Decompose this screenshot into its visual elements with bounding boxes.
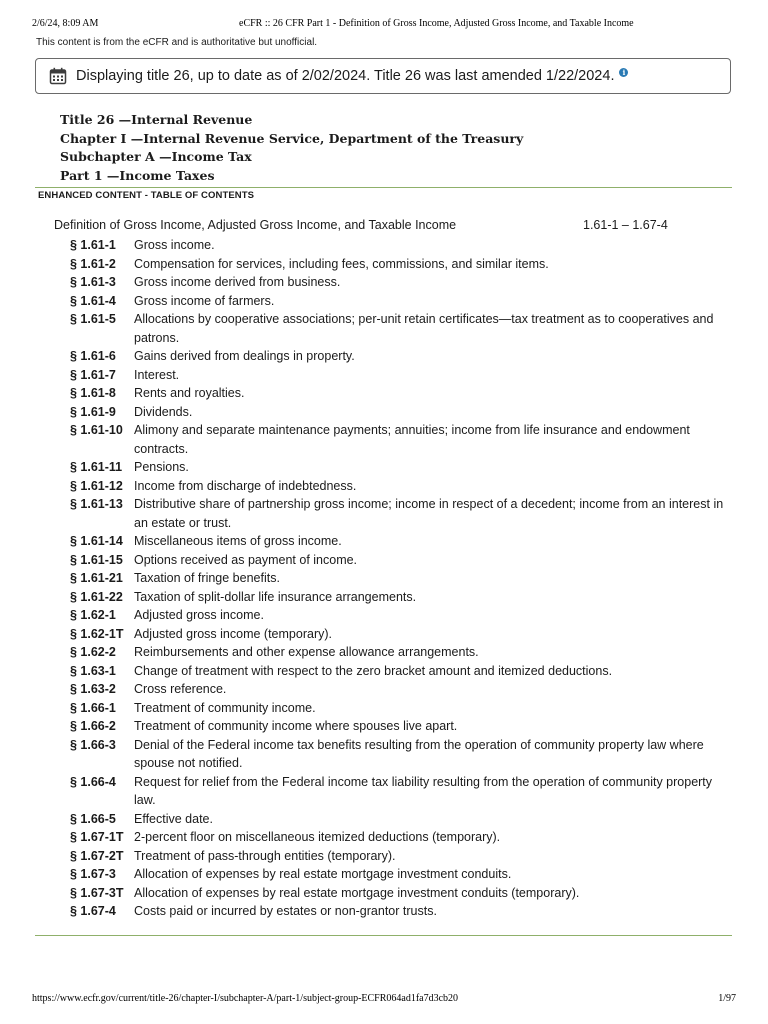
toc-item[interactable] — [70, 588, 730, 607]
toc-section-number[interactable]: § 1.66-2 — [70, 719, 116, 733]
toc-item[interactable] — [70, 828, 730, 847]
toc-item[interactable] — [70, 403, 730, 422]
toc-section-subject[interactable]: Request for relief from the Federal income tax liability resulting from the operation of community property law. — [134, 774, 713, 807]
toc-item[interactable] — [70, 273, 730, 292]
toc-section-number[interactable]: § 1.61-8 — [70, 386, 116, 400]
toc-section-subject[interactable]: Taxation of split-dollar life insurance arrangements. — [134, 589, 417, 604]
toc-item[interactable] — [70, 736, 730, 773]
toc-section-subject[interactable]: Adjusted gross income. — [134, 608, 264, 622]
toc-section-number[interactable]: § 1.61-21 — [70, 571, 123, 585]
toc-section-number[interactable]: § 1.67-2T — [70, 848, 124, 863]
toc-section-subject[interactable]: Pensions. — [134, 460, 189, 474]
toc-item[interactable] — [70, 606, 730, 625]
toc-section-number[interactable]: § 1.61-22 — [70, 589, 123, 604]
toc-section-number[interactable]: § 1.63-2 — [70, 682, 116, 696]
divider — [35, 187, 732, 188]
toc-section-subject[interactable]: Income from discharge of indebtedness. — [134, 478, 357, 493]
toc-item[interactable] — [70, 292, 730, 311]
toc-item[interactable] — [70, 569, 730, 588]
toc-section-number[interactable]: § 1.61-1 — [70, 238, 116, 252]
unofficial-notice: This content is from the eCFR and is authoritative but unofficial. — [36, 37, 318, 48]
toc-item[interactable] — [70, 255, 730, 274]
toc-section-number[interactable]: § 1.61-12 — [70, 478, 123, 493]
hierarchy-title[interactable]: Title 26 —Internal Revenue — [60, 112, 253, 127]
toc-section-subject[interactable]: Allocation of expenses by real estate mortgage investment conduits (temporary). — [134, 885, 580, 900]
toc-section-number[interactable]: § 1.61-5 — [70, 312, 116, 326]
subject-group-name[interactable]: Definition of Gross Income, Adjusted Gross Income, and Taxable Income — [54, 218, 457, 232]
toc-section-subject[interactable]: Miscellaneous items of gross income. — [134, 534, 342, 548]
toc-section-number[interactable]: § 1.61-6 — [70, 349, 116, 363]
toc-item[interactable] — [70, 366, 730, 385]
toc-section-subject[interactable]: Taxation of fringe benefits. — [134, 571, 280, 585]
toc-section-number[interactable]: § 1.61-3 — [70, 275, 116, 289]
toc-section-number[interactable]: § 1.61-13 — [70, 497, 123, 511]
toc-section-number[interactable]: § 1.62-1T — [70, 626, 124, 641]
toc-section-number[interactable]: § 1.63-1 — [70, 663, 116, 678]
toc-section-subject[interactable]: Compensation for services, including fees, commissions, and similar items. — [134, 256, 549, 271]
toc-section-subject[interactable]: Treatment of community income where spouses live apart. — [134, 719, 458, 733]
toc-item[interactable] — [70, 680, 730, 699]
toc-section-number[interactable]: § 1.61-4 — [70, 293, 116, 308]
toc-item[interactable] — [70, 902, 730, 921]
toc-section-number[interactable]: § 1.67-1T — [70, 830, 124, 844]
toc-section-number[interactable]: § 1.62-1 — [70, 608, 116, 622]
hierarchy-chapter[interactable]: Chapter I —Internal Revenue Service, Department of the Treasury — [60, 130, 524, 146]
toc-item[interactable] — [70, 847, 730, 866]
toc-section-subject[interactable]: Distributive share of partnership gross income; income in respect of a decedent; income from an interest in an estate or trust. — [134, 497, 724, 530]
toc-section-number[interactable]: § 1.61-2 — [70, 256, 116, 271]
toc-section-subject[interactable]: Effective date. — [134, 811, 213, 826]
toc-label: ENHANCED CONTENT - TABLE OF CONTENTS — [38, 190, 255, 201]
toc-section-subject[interactable]: Adjusted gross income (temporary). — [134, 626, 332, 641]
toc-item[interactable] — [70, 421, 730, 458]
toc-section-subject[interactable]: Reimbursements and other expense allowance arrangements. — [134, 645, 479, 659]
info-icon[interactable]: i — [619, 68, 628, 77]
toc-section-subject[interactable]: Options received as payment of income. — [134, 552, 358, 567]
hierarchy-part[interactable]: Part 1 —Income Taxes — [60, 167, 215, 183]
toc-section-subject[interactable]: Costs paid or incurred by estates or non-grantor trusts. — [134, 904, 437, 918]
subject-group-range: 1.61-1 – 1.67-4 — [583, 218, 668, 232]
toc-section-subject[interactable]: Rents and royalties. — [134, 386, 245, 400]
toc-section-subject[interactable]: Treatment of pass-through entities (temporary). — [134, 848, 396, 863]
toc-section-number[interactable]: § 1.66-5 — [70, 811, 116, 826]
toc-section-subject[interactable]: Gross income derived from business. — [134, 275, 341, 289]
toc-section-subject[interactable]: Allocation of expenses by real estate mortgage investment conduits. — [134, 867, 512, 881]
toc-item[interactable] — [70, 495, 730, 532]
toc-section-subject[interactable]: Treatment of community income. — [134, 700, 316, 715]
toc-section-number[interactable]: § 1.61-9 — [70, 404, 116, 419]
toc-item[interactable] — [70, 458, 730, 477]
alert-text: Displaying title 26, up to date as of 2/02/2024. Title 26 was last amended 1/22/2024. — [76, 68, 615, 84]
toc-section-number[interactable]: § 1.66-4 — [70, 774, 116, 789]
toc-item[interactable] — [70, 551, 730, 570]
calendar-icon — [49, 67, 67, 85]
toc-item[interactable] — [70, 532, 730, 551]
toc-item[interactable] — [70, 643, 730, 662]
toc-section-subject[interactable]: Alimony and separate maintenance payments; annuities; income from life insurance and endowment contracts. — [134, 423, 690, 456]
toc-section-number[interactable]: § 1.61-15 — [70, 552, 123, 567]
toc-item[interactable] — [70, 477, 730, 496]
toc-section-number[interactable]: § 1.61-7 — [70, 367, 116, 382]
toc-list — [70, 236, 730, 921]
toc-section-subject[interactable]: Gross income of farmers. — [134, 293, 275, 308]
toc-item[interactable] — [70, 699, 730, 718]
toc-item[interactable] — [70, 310, 730, 347]
toc-section-subject[interactable]: Interest. — [134, 367, 180, 382]
toc-item[interactable] — [70, 884, 730, 903]
toc-section-number[interactable]: § 1.67-3 — [70, 867, 116, 881]
toc-item[interactable] — [70, 236, 730, 255]
print-datetime: 2/6/24, 8:09 AM — [32, 18, 99, 29]
toc-section-number[interactable]: § 1.61-14 — [70, 534, 123, 548]
toc-section-number[interactable]: § 1.67-3T — [70, 885, 124, 900]
toc-item[interactable] — [70, 384, 730, 403]
print-page-title: eCFR :: 26 CFR Part 1 - Definition of Gross Income, Adjusted Gross Income, and Taxable Income — [239, 18, 634, 29]
toc-section-number[interactable]: § 1.61-11 — [70, 460, 123, 474]
toc-item[interactable] — [70, 810, 730, 829]
print-url: https://www.ecfr.gov/current/title-26/chapter-I/subchapter-A/part-1/subject-group-ECFR064ad1fa7d3cb20 — [32, 993, 459, 1004]
toc-item[interactable] — [70, 347, 730, 366]
hierarchy — [60, 111, 523, 185]
toc-section-subject[interactable]: Denial of the Federal income tax benefits resulting from the operation of community property law where spouse not notified. — [134, 737, 704, 770]
toc-section-number[interactable]: § 1.66-1 — [70, 700, 116, 715]
print-page-number: 1/97 — [718, 993, 736, 1004]
toc-section-number[interactable]: § 1.66-3 — [70, 737, 116, 752]
toc-item[interactable] — [70, 625, 730, 644]
toc-section-subject[interactable]: Dividends. — [134, 404, 193, 419]
toc-section-subject[interactable]: Gains derived from dealings in property. — [134, 349, 355, 363]
toc-item[interactable] — [70, 717, 730, 736]
toc-section-number[interactable]: § 1.67-4 — [70, 904, 116, 918]
toc-item[interactable] — [70, 773, 730, 810]
toc-section-number[interactable]: § 1.61-10 — [70, 423, 123, 437]
hierarchy-subchapter[interactable]: Subchapter A —Income Tax — [60, 149, 252, 164]
toc-section-subject[interactable]: Allocations by cooperative associations; per-unit retain certificates—tax treatment as to cooperatives and patrons. — [134, 312, 714, 345]
toc-section-number[interactable]: § 1.62-2 — [70, 645, 116, 659]
toc-item[interactable] — [70, 662, 730, 681]
date-alert — [35, 58, 731, 94]
toc-item[interactable] — [70, 865, 730, 884]
toc-section-subject[interactable]: Gross income. — [134, 238, 215, 252]
divider — [35, 935, 732, 936]
toc-section-subject[interactable]: Cross reference. — [134, 682, 227, 696]
toc-section-subject[interactable]: Change of treatment with respect to the zero bracket amount and itemized deductions. — [134, 663, 613, 678]
toc-section-subject[interactable]: 2-percent floor on miscellaneous itemized deductions (temporary). — [134, 830, 501, 844]
